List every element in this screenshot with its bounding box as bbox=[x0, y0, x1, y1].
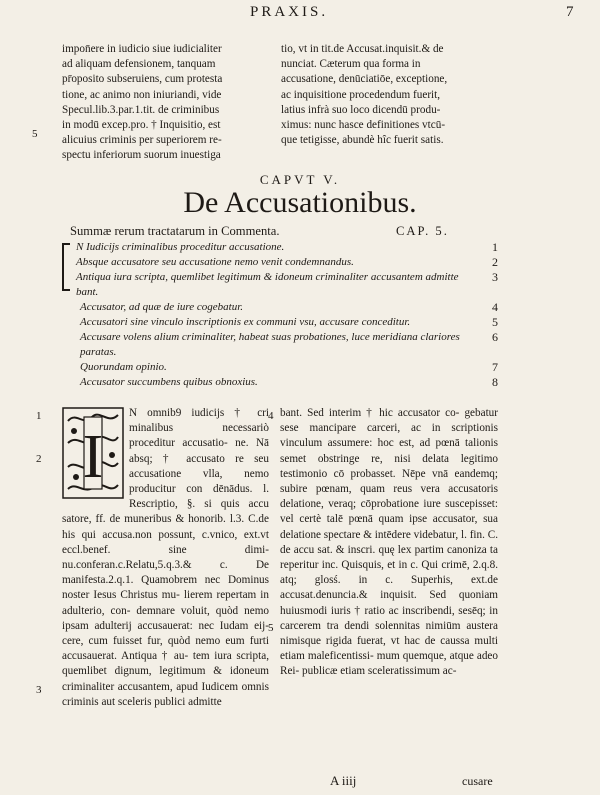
summary-item-text: N Iudicijs criminalibus proceditur accusatione. bbox=[76, 241, 285, 253]
page-number: 7 bbox=[566, 4, 574, 20]
signature-mark: A iiij bbox=[330, 773, 357, 788]
body-paragraph: N omnib9 iudicijs † cri minalibus necessariò proceditur accusatio- ne. Nā absq; † accusato re seu accusatione vlla, nemo producitur con dēnādus. l. Rescriptio, §. si quis accu satore, ff. de muneribus & honorib. l.3. C.de his qui accusa.non possunt, c.vnico, ext.vt eccl.benef. sine dimi- nu.conferan.c.Relatu,5.q.3.& c. De manifesta.2.q.1. Quamobrem nec Dominus noster Iesus Christus mu- lierem repertam in adulterio, con- demnare voluit, quòd nemo ipsam adulterij accusauerat: nec Iudam eij- cere, cum fuisset fur, quòd nemo eum furti accusauerat. Antiqua † au- tem iura scripta, quemlibet dignum, legitimum & idoneum criminaliter accusantem, apud Iudicem omnis criminis aut sceleris publici admitte bbox=[62, 407, 269, 708]
text-line: ximus: nunc hasce definitiones vtcū- bbox=[281, 119, 446, 132]
text-line: in modū excep.pro. † Inquisitio, est bbox=[62, 119, 221, 132]
top-left-column bbox=[62, 42, 270, 164]
chapter-number: CAPVT V. bbox=[259, 172, 341, 187]
margin-number: 2 bbox=[36, 453, 42, 465]
summary-item bbox=[66, 375, 498, 390]
summary-item-number: 5 bbox=[492, 315, 498, 329]
text-line: alicuius criminis per superiorem re- bbox=[62, 134, 222, 147]
summary-item-text: Antiqua iura scripta, quemlibet legitimum & idoneum criminaliter accusantem admitte bant. bbox=[76, 271, 459, 298]
summary-item bbox=[66, 315, 498, 330]
body-right-column bbox=[280, 406, 498, 680]
margin-number: 3 bbox=[36, 684, 42, 696]
text-line: latius infrà suo loco dicendū produ- bbox=[281, 103, 441, 116]
summary-item bbox=[66, 255, 498, 270]
summary-cap-label: CAP. 5. bbox=[396, 224, 449, 238]
margin-number: 1 bbox=[36, 410, 42, 422]
summary-item-text: Quorundam opinio. bbox=[80, 361, 167, 373]
body-left-column bbox=[62, 406, 269, 710]
summary-item bbox=[66, 300, 498, 315]
summary-item-text: Absque accusatore seu accusatione nemo venit condemnandus. bbox=[76, 256, 354, 268]
summary-item-text: Accusatori sine vinculo inscriptionis ex communi vsu, accusare conceditur. bbox=[80, 316, 411, 328]
summary-item-number: 3 bbox=[492, 270, 498, 284]
summary-item bbox=[66, 360, 498, 375]
text-line: nunciat. Cæterum qua forma in bbox=[281, 58, 421, 71]
text-line: impon̄ere in iudicio siue iudicialiter bbox=[62, 43, 222, 55]
catchword: cusare bbox=[462, 774, 493, 788]
summary-heading-text: Summæ rerum tractatarum in Commenta. bbox=[70, 224, 280, 238]
summary-heading bbox=[70, 224, 510, 239]
text-line: ac inquisitione procedendum fuerit, bbox=[281, 88, 441, 101]
running-head: PRAXIS. bbox=[250, 4, 329, 20]
text-line: Specul.lib.3.par.1.tit. de criminibus bbox=[62, 103, 220, 116]
text-line: ad aliquam defensionem, tanquam bbox=[62, 58, 216, 71]
summary-item-number: 4 bbox=[492, 300, 498, 314]
text-line: tio, vt in tit.de Accusat.inquisit.& de bbox=[281, 43, 444, 55]
text-line: pr̄oposito subseruiens, cum protesta bbox=[62, 73, 223, 86]
body-paragraph: bant. Sed interim † hic accusator co- gebatur sese mancipare carceri, ac in scriptionis vinculum assumere: hoc est, ad pœnā talionis semet obstringe re, nisi delata legitimo testimonio cō probasset. Nēpe vnā eandemq; subire pœnam, quam reus vera accusatoris delatione, veraq; cōprobatione iure suscepisset: vel certè talē pœnā quam ipse accusator, sua delatione spectare & intēdere videbatur, l. fin. C. de accu sat. & inscri. quę lex partim canoniza ta reperitur inc. Quisquis, et in c. Qui crimē, 2.q.8. atq; glosś. in c. Superhis, ext.de accusat.denuncia.& inquisit. Sed quoniam huiusmodi iuris † ratio ac inscribendi, sesēq; in carcerem tra dendi solennitas nimiūm austera nimisque rigida fuerat, vt hac de caussa multi etiam maleficentissi- mum quemque, atque adeo Rei- publicæ etiam sceleratissimum ac- bbox=[280, 407, 498, 678]
summary-item bbox=[66, 240, 498, 255]
summary-item bbox=[66, 330, 498, 360]
summary-item-text: Accusare volens alium criminaliter, habeat suas probationes, luce meridiana clariores paratas. bbox=[80, 331, 460, 358]
margin-number: 4 bbox=[268, 410, 274, 422]
page-header bbox=[0, 4, 600, 28]
summary-item-number: 2 bbox=[492, 255, 498, 269]
text-line: spectu inferiorum suorum inuestiga bbox=[62, 149, 221, 162]
margin-number: 5 bbox=[268, 622, 274, 634]
summary-item-number: 7 bbox=[492, 360, 498, 374]
summary-item-text: Accusator, ad quæ de iure cogebatur. bbox=[80, 301, 244, 313]
summary-list bbox=[66, 240, 498, 390]
summary-item bbox=[66, 270, 498, 300]
ornamental-initial-icon bbox=[62, 407, 124, 499]
top-right-column bbox=[281, 42, 497, 148]
margin-number: 5 bbox=[32, 128, 38, 140]
text-line: tione, ac animo non iniuriandi, vide bbox=[62, 88, 222, 101]
decorated-initial bbox=[62, 407, 124, 499]
text-line: accusatione, denūciatiōe, exceptione, bbox=[281, 73, 448, 86]
summary-item-number: 8 bbox=[492, 375, 498, 389]
chapter-title: De Accusationibus. bbox=[183, 186, 417, 219]
summary-item-number: 1 bbox=[492, 240, 498, 254]
text-line: que tetigisse, abundè hîc fuerit satis. bbox=[281, 134, 444, 147]
initial-letter: I bbox=[82, 423, 104, 491]
summary-item-text: Accusator succumbens quibus obnoxius. bbox=[80, 376, 258, 388]
summary-item-number: 6 bbox=[492, 330, 498, 344]
